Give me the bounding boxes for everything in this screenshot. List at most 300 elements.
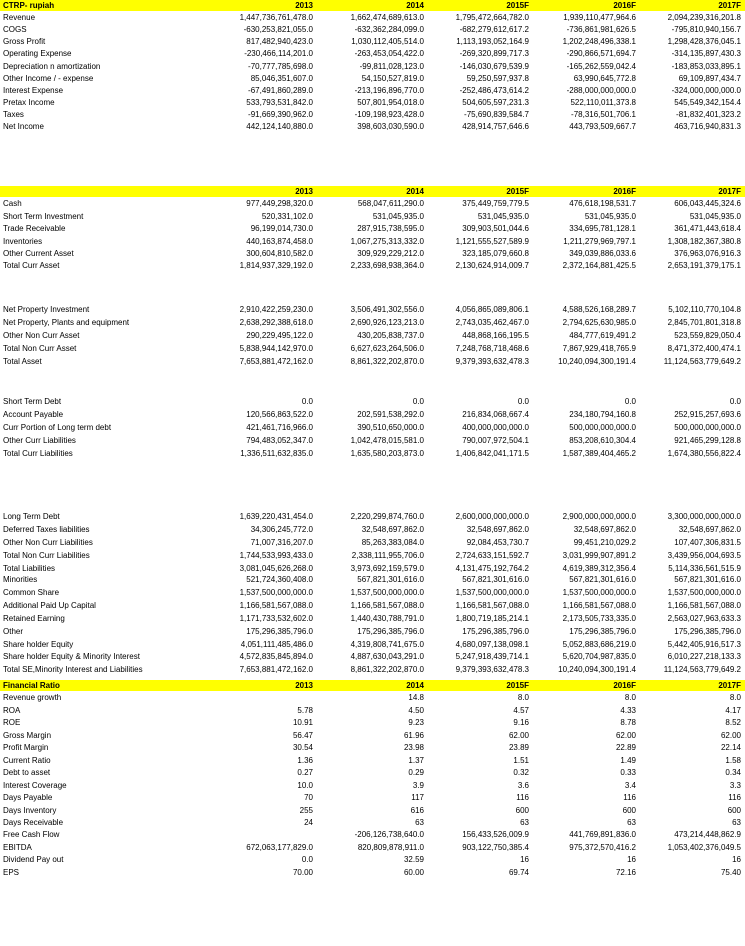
- value-cell: 522,110,011,373.8: [570, 97, 636, 107]
- table-row: [0, 260, 745, 271]
- table-row: [0, 854, 745, 865]
- value-cell: 72.16: [615, 867, 636, 877]
- year-header: 2014: [406, 1, 424, 10]
- value-cell: 116: [728, 793, 741, 803]
- value-cell: 175,296,385,796.0: [462, 626, 529, 636]
- value-cell: 1,053,402,376,049.5: [667, 842, 741, 852]
- value-cell: 545,549,342,154.4: [674, 97, 741, 107]
- table-row: [0, 121, 745, 132]
- value-cell: 5,442,405,916,517.3: [667, 639, 741, 649]
- ratios-header-row: [0, 680, 745, 691]
- value-cell: 4,319,808,741,675.0: [350, 639, 424, 649]
- value-cell: 520,331,102.0: [261, 211, 313, 221]
- value-cell: -165,262,559,042.4: [566, 61, 636, 71]
- table-row: [0, 109, 745, 120]
- row-label: Common Share: [3, 587, 60, 597]
- value-cell: 4,572,835,845,894.0: [239, 652, 313, 662]
- value-cell: 6,010,227,218,133.3: [667, 652, 741, 662]
- value-cell: 8.78: [620, 718, 636, 728]
- value-cell: 1,537,500,000,000.0: [562, 587, 636, 597]
- value-cell: 3.9: [412, 780, 424, 790]
- value-cell: 1,537,500,000,000.0: [455, 587, 529, 597]
- value-cell: 2,233,698,938,364.0: [350, 261, 424, 271]
- value-cell: 1,166,581,567,088.0: [455, 600, 529, 610]
- row-label: Curr Portion of Long term debt: [3, 422, 112, 432]
- value-cell: 794,483,052,347.0: [246, 435, 313, 445]
- row-label: Debt to asset: [3, 768, 51, 778]
- value-cell: -682,279,612,617.2: [459, 25, 529, 35]
- value-cell: 376,963,076,916.3: [674, 249, 741, 258]
- value-cell: 5,247,918,439,714.1: [455, 652, 529, 662]
- value-cell: 1,800,719,185,214.1: [455, 613, 529, 623]
- year-header: 2013: [295, 187, 313, 196]
- value-cell: -213,196,896,770.0: [354, 85, 424, 95]
- value-cell: 3,439,956,004,693.5: [667, 550, 741, 560]
- row-label: Total SE,Minority Interest and Liabilities: [3, 665, 143, 675]
- value-cell: 9.23: [408, 718, 424, 728]
- value-cell: 4,887,630,043,291.0: [350, 652, 424, 662]
- value-cell: -252,486,473,614.2: [459, 85, 529, 95]
- value-cell: 349,039,886,033.6: [569, 249, 636, 258]
- table-row: [0, 223, 745, 234]
- table-row: [0, 742, 745, 753]
- value-cell: 390,510,650,000.0: [357, 422, 424, 432]
- row-label: Days Payable: [3, 793, 53, 803]
- value-cell: 1,447,736,761,478.0: [239, 13, 313, 23]
- value-cell: -263,453,054,422.0: [354, 49, 424, 59]
- value-cell: 567,821,301,616.0: [569, 575, 636, 584]
- value-cell: 531,045,935.0: [584, 211, 636, 221]
- value-cell: 2,130,624,914,009.7: [455, 261, 529, 271]
- value-cell: 3,973,692,159,579.0: [350, 563, 424, 573]
- row-label: Total Non Curr Asset: [3, 343, 77, 353]
- value-cell: 484,777,619,491.2: [569, 330, 636, 340]
- year-header: 2016F: [613, 681, 636, 690]
- value-cell: 375,449,759,779.5: [462, 199, 529, 209]
- row-label: Revenue: [3, 13, 36, 23]
- value-cell: 0.0: [517, 397, 529, 406]
- value-cell: 96,199,014,730.0: [250, 224, 313, 234]
- value-cell: 921,465,299,128.8: [674, 435, 741, 445]
- value-cell: 3.4: [624, 780, 636, 790]
- value-cell: -70,777,785,698.0: [248, 61, 313, 71]
- value-cell: 0.0: [412, 397, 424, 406]
- row-label: Additional Paid Up Capital: [3, 600, 96, 610]
- value-cell: 361,471,443,618.4: [674, 224, 741, 234]
- section-title: Financial Ratio: [3, 681, 60, 690]
- value-cell: 70: [304, 793, 313, 803]
- year-header: 2017F: [718, 187, 741, 196]
- table-row: [0, 448, 745, 459]
- current-assets-header-row: [0, 186, 745, 197]
- value-cell: 8.0: [729, 693, 741, 703]
- value-cell: 2,094,239,316,201.8: [667, 13, 741, 23]
- table-row: [0, 626, 745, 637]
- table-row: [0, 613, 745, 624]
- value-cell: 443,793,509,667.7: [569, 122, 636, 131]
- table-row: [0, 842, 745, 853]
- row-label: Long Term Debt: [3, 512, 60, 521]
- value-cell: -109,198,923,428.0: [354, 109, 424, 119]
- value-cell: 3,081,045,626,268.0: [239, 563, 313, 573]
- row-label: Total Liabilities: [3, 563, 56, 573]
- table-row: [0, 867, 745, 878]
- value-cell: 531,045,935.0: [477, 211, 529, 221]
- value-cell: 1,308,182,367,380.8: [667, 236, 741, 246]
- value-cell: 1,537,500,000,000.0: [350, 587, 424, 597]
- value-cell: 1,042,478,015,581.0: [350, 435, 424, 445]
- value-cell: 5.78: [297, 705, 313, 715]
- value-cell: 202,591,538,292.0: [357, 409, 424, 419]
- value-cell: 309,929,229,212.0: [357, 249, 424, 258]
- table-row: [0, 817, 745, 828]
- row-label: ROA: [3, 705, 21, 715]
- year-header: 2017F: [718, 681, 741, 690]
- value-cell: -736,861,981,626.5: [566, 25, 636, 35]
- value-cell: 1.49: [620, 755, 636, 765]
- value-cell: 2,653,191,379,175.1: [667, 261, 741, 271]
- value-cell: 1,336,511,632,835.0: [240, 448, 313, 458]
- row-label: Deferred Taxes liabilities: [3, 524, 90, 534]
- value-cell: 5,052,883,686,219.0: [562, 639, 636, 649]
- value-cell: 252,915,257,693.6: [674, 409, 741, 419]
- value-cell: 70.00: [292, 867, 313, 877]
- row-label: Other Non Curr Asset: [3, 330, 80, 340]
- section-title: [3, 186, 208, 197]
- value-cell: 234,180,794,160.8: [569, 409, 636, 419]
- row-label: Taxes: [3, 109, 24, 119]
- value-cell: 92,084,453,730.7: [466, 537, 529, 547]
- table-row: [0, 211, 745, 222]
- table-row: [0, 12, 745, 23]
- value-cell: 2,563,027,963,633.3: [667, 613, 741, 623]
- value-cell: 476,618,198,531.7: [569, 199, 636, 209]
- row-label: EPS: [3, 867, 20, 877]
- row-label: Retained Earning: [3, 613, 65, 623]
- value-cell: 398,603,030,590.0: [357, 122, 424, 131]
- value-cell: 1,939,110,477,964.6: [563, 13, 636, 23]
- table-row: [0, 755, 745, 766]
- value-cell: 1,537,500,000,000.0: [667, 587, 741, 597]
- table-row: [0, 97, 745, 108]
- value-cell: 8.0: [624, 693, 636, 703]
- row-label: Short Term Investment: [3, 211, 84, 221]
- value-cell: 69.74: [508, 867, 529, 877]
- section-title: CTRP- rupiah: [3, 1, 55, 10]
- value-cell: 4,051,111,485,486.0: [240, 639, 313, 649]
- value-cell: 1,202,248,496,338.1: [562, 37, 636, 47]
- value-cell: 99,451,210,029.2: [573, 537, 636, 547]
- value-cell: 24: [304, 817, 313, 827]
- value-cell: 853,208,610,304.4: [569, 435, 636, 445]
- row-label: Profit Margin: [3, 743, 49, 753]
- value-cell: 500,000,000,000.0: [569, 422, 636, 432]
- value-cell: 0.0: [729, 397, 741, 406]
- value-cell: 975,372,570,416.2: [569, 842, 636, 852]
- row-label: Total Asset: [3, 356, 42, 366]
- year-header: 2013: [295, 681, 313, 690]
- value-cell: 600: [622, 805, 636, 815]
- table-row: [0, 409, 745, 420]
- value-cell: 531,045,935.0: [689, 211, 741, 221]
- value-cell: 567,821,301,616.0: [462, 575, 529, 584]
- table-row: [0, 396, 745, 407]
- value-cell: 521,724,360,408.0: [246, 575, 313, 584]
- value-cell: 16: [520, 855, 529, 865]
- value-cell: 1,298,428,376,045.1: [667, 37, 741, 47]
- value-cell: 9,379,393,632,478.3: [455, 665, 529, 675]
- table-row: [0, 600, 745, 611]
- value-cell: 22.89: [615, 743, 636, 753]
- value-cell: 4.17: [725, 705, 741, 715]
- value-cell: 8,861,322,202,870.0: [350, 665, 424, 675]
- value-cell: 533,793,531,842.0: [246, 97, 313, 107]
- value-cell: -183,853,033,895.1: [671, 61, 741, 71]
- value-cell: 3.6: [517, 780, 529, 790]
- value-cell: 0.0: [301, 397, 313, 406]
- row-label: Interest Coverage: [3, 780, 67, 790]
- row-label: Share holder Equity & Minority Interest: [3, 652, 140, 662]
- value-cell: 2,900,000,000,000.0: [562, 512, 636, 521]
- table-row: [0, 651, 745, 662]
- value-cell: 11,124,563,779,649.2: [663, 665, 741, 675]
- value-cell: -146,030,679,539.9: [459, 61, 529, 71]
- value-cell: 790,007,972,504.1: [462, 435, 529, 445]
- value-cell: 1,587,389,404,465.2: [562, 448, 636, 458]
- row-label: Free Cash Flow: [3, 830, 60, 840]
- value-cell: 7,653,881,472,162.0: [239, 356, 313, 366]
- value-cell: 473,214,448,862.9: [674, 830, 741, 840]
- row-label: Other Curr Liabilities: [3, 435, 76, 445]
- row-label: Other Income / - expense: [3, 73, 94, 83]
- value-cell: 1,662,474,689,613.0: [350, 13, 424, 23]
- value-cell: 63: [520, 817, 529, 827]
- value-cell: 400,000,000,000.0: [462, 422, 529, 432]
- value-cell: 672,063,177,829.0: [246, 842, 313, 852]
- value-cell: 2,845,701,801,318.8: [667, 317, 741, 327]
- value-cell: 1,674,380,556,822.4: [667, 448, 741, 458]
- value-cell: 9,379,393,632,478.3: [455, 356, 529, 366]
- row-label: Days Inventory: [3, 805, 57, 815]
- value-cell: 23.89: [508, 743, 529, 753]
- value-cell: 63: [415, 817, 424, 827]
- value-cell: 116: [516, 793, 529, 803]
- value-cell: 334,695,781,128.1: [569, 224, 636, 234]
- table-row: [0, 587, 745, 598]
- value-cell: 8.0: [517, 693, 529, 703]
- value-cell: 300,604,810,582.0: [246, 249, 313, 258]
- value-cell: 10.0: [297, 780, 313, 790]
- value-cell: 117: [411, 793, 424, 803]
- value-cell: 2,690,926,123,213.0: [350, 317, 424, 327]
- value-cell: 507,801,954,018.0: [357, 97, 424, 107]
- value-cell: 2,794,625,630,985.0: [562, 317, 636, 327]
- row-label: Depreciation n amortization: [3, 61, 101, 71]
- year-header: 2014: [406, 681, 424, 690]
- value-cell: 567,821,301,616.0: [357, 575, 424, 584]
- table-row: [0, 717, 745, 728]
- value-cell: 4.50: [408, 705, 424, 715]
- value-cell: 1,171,733,532,602.0: [239, 613, 313, 623]
- value-cell: 8.52: [725, 718, 741, 728]
- value-cell: 71,007,316,207.0: [250, 537, 313, 547]
- value-cell: 2,724,633,151,592.7: [455, 550, 529, 560]
- row-label: Total Curr Asset: [3, 261, 60, 271]
- table-row: [0, 805, 745, 816]
- value-cell: 0.34: [725, 768, 741, 778]
- value-cell: 504,605,597,231.3: [462, 97, 529, 107]
- row-label: ROE: [3, 718, 21, 728]
- value-cell: 3,300,000,000,000.0: [667, 512, 741, 521]
- value-cell: 817,482,940,423.0: [246, 37, 313, 47]
- value-cell: 32,548,697,862.0: [466, 524, 529, 534]
- year-header: 2013: [295, 1, 313, 10]
- row-label: Trade Receivable: [3, 224, 66, 234]
- row-label: Account Payable: [3, 409, 64, 419]
- value-cell: 85,263,383,084.0: [361, 537, 424, 547]
- table-row: [0, 563, 745, 574]
- row-label: Cash: [3, 199, 22, 209]
- value-cell: 2,743,035,462,467.0: [455, 317, 529, 327]
- value-cell: 9.16: [513, 718, 529, 728]
- value-cell: 255: [299, 805, 313, 815]
- income-header-row: [0, 0, 745, 11]
- value-cell: 54,150,527,819.0: [361, 73, 424, 83]
- value-cell: 8,861,322,202,870.0: [350, 356, 424, 366]
- value-cell: 175,296,385,796.0: [246, 626, 313, 636]
- value-cell: 7,653,881,472,162.0: [239, 665, 313, 675]
- value-cell: 0.0: [301, 855, 313, 865]
- value-cell: 32,548,697,862.0: [361, 524, 424, 534]
- value-cell: 0.27: [297, 768, 313, 778]
- value-cell: 3,031,999,907,891.2: [562, 550, 636, 560]
- row-label: COGS: [3, 25, 27, 35]
- table-row: [0, 537, 745, 548]
- value-cell: 116: [623, 793, 636, 803]
- value-cell: -795,810,940,156.7: [671, 25, 741, 35]
- value-cell: [208, 829, 313, 840]
- value-cell: 616: [410, 805, 424, 815]
- value-cell: 216,834,068,667.4: [462, 409, 529, 419]
- value-cell: 4,680,097,138,098.1: [455, 639, 529, 649]
- value-cell: -75,690,839,584.7: [464, 109, 529, 119]
- table-row: [0, 198, 745, 209]
- table-row: [0, 356, 745, 367]
- value-cell: -230,466,114,201.0: [244, 49, 313, 59]
- value-cell: 6,627,623,264,506.0: [350, 343, 424, 353]
- value-cell: 23.98: [403, 743, 424, 753]
- value-cell: 2,220,299,874,760.0: [350, 512, 424, 521]
- table-row: [0, 692, 745, 703]
- value-cell: 1,537,500,000,000.0: [239, 587, 313, 597]
- row-label: Other: [3, 626, 24, 636]
- value-cell: 4.57: [513, 705, 529, 715]
- value-cell: 440,163,874,458.0: [246, 236, 313, 246]
- table-row: [0, 511, 745, 522]
- value-cell: 32,548,697,862.0: [573, 524, 636, 534]
- value-cell: -78,316,501,706.1: [571, 109, 636, 119]
- year-header: 2016F: [613, 1, 636, 10]
- value-cell: -632,362,284,099.0: [354, 25, 424, 35]
- value-cell: 63: [732, 817, 741, 827]
- value-cell: 2,338,111,955,706.0: [351, 550, 424, 560]
- row-label: Minorities: [3, 575, 38, 584]
- row-label: Pretax Income: [3, 97, 55, 107]
- value-cell: 1,639,220,431,454.0: [239, 512, 313, 521]
- value-cell: 1,814,937,329,192.0: [239, 261, 313, 271]
- value-cell: 175,296,385,796.0: [357, 626, 424, 636]
- value-cell: -290,866,571,694.7: [566, 49, 636, 59]
- value-cell: 2,600,000,000,000.0: [455, 512, 529, 521]
- table-row: [0, 61, 745, 72]
- value-cell: 4,056,865,089,806.1: [455, 305, 529, 314]
- table-row: [0, 330, 745, 341]
- value-cell: 30.54: [292, 743, 313, 753]
- table-row: [0, 236, 745, 247]
- table-row: [0, 343, 745, 354]
- value-cell: -81,832,401,323.2: [676, 109, 741, 119]
- value-cell: 63,990,645,772.8: [573, 73, 636, 83]
- year-header: 2015F: [506, 681, 529, 690]
- value-cell: 323,185,079,660.8: [462, 249, 529, 258]
- value-cell: 60.00: [403, 867, 424, 877]
- table-row: [0, 780, 745, 791]
- table-row: [0, 24, 745, 35]
- value-cell: 1,440,430,788,791.0: [350, 613, 424, 623]
- value-cell: 428,914,757,646.6: [462, 122, 529, 131]
- value-cell: 22.14: [720, 743, 741, 753]
- value-cell: 8,471,372,400,474.1: [667, 343, 741, 353]
- value-cell: 1,166,581,567,088.0: [239, 600, 313, 610]
- table-row: [0, 48, 745, 59]
- value-cell: 568,047,611,290.0: [357, 199, 424, 209]
- value-cell: -91,669,390,962.0: [248, 109, 313, 119]
- value-cell: 16: [732, 855, 741, 865]
- value-cell: 421,461,716,966.0: [246, 422, 313, 432]
- table-row: [0, 664, 745, 675]
- row-label: Total Curr Liabilities: [3, 448, 73, 458]
- value-cell: 4.33: [620, 705, 636, 715]
- value-cell: 10,240,094,300,191.4: [558, 356, 636, 366]
- value-cell: -630,253,821,055.0: [243, 25, 313, 35]
- value-cell: -99,811,028,123.0: [359, 61, 424, 71]
- value-cell: -314,135,897,430.3: [671, 49, 741, 59]
- row-label: Gross Margin: [3, 730, 52, 740]
- table-row: [0, 85, 745, 96]
- table-row: [0, 792, 745, 803]
- value-cell: 1,030,112,405,514.0: [351, 37, 424, 47]
- value-cell: 175,296,385,796.0: [674, 626, 741, 636]
- value-cell: -324,000,000,000.0: [671, 85, 741, 95]
- row-label: Net Income: [3, 122, 44, 131]
- value-cell: 1,113,193,052,164.9: [456, 37, 529, 47]
- value-cell: 120,566,863,522.0: [246, 409, 313, 419]
- value-cell: 2,372,164,881,425.5: [562, 261, 636, 271]
- value-cell: 463,716,940,831.3: [674, 122, 741, 131]
- value-cell: [208, 692, 313, 703]
- value-cell: 567,821,301,616.0: [674, 575, 741, 584]
- table-row: [0, 639, 745, 650]
- value-cell: 175,296,385,796.0: [569, 626, 636, 636]
- table-row: [0, 435, 745, 446]
- value-cell: 5,620,704,987,835.0: [562, 652, 636, 662]
- table-row: [0, 550, 745, 561]
- value-cell: 500,000,000,000.0: [674, 422, 741, 432]
- row-label: Net Property Investment: [3, 305, 90, 314]
- value-cell: 69,109,897,434.7: [678, 73, 741, 83]
- value-cell: 0.29: [408, 768, 424, 778]
- value-cell: 820,809,878,911.0: [357, 842, 424, 852]
